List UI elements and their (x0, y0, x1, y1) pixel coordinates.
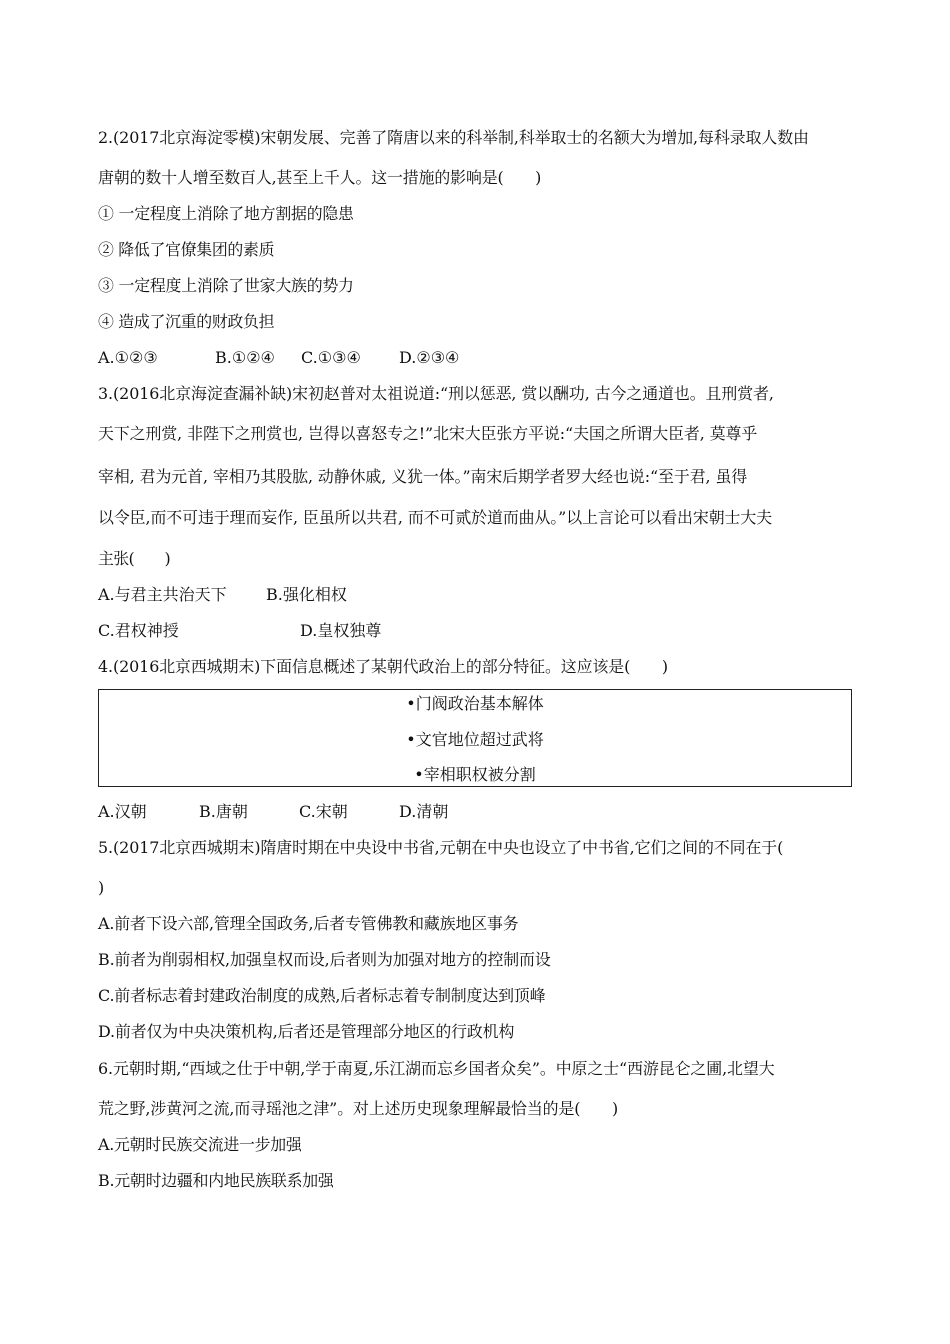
q3-stem-line4: 以令臣,而不可违于理而妄作, 臣虽所以共君, 而不可贰於道而曲从。”以上言论可以看出宋朝士大夫 (98, 508, 773, 527)
q5-option-b[interactable]: B.前者为削弱相权,加强皇权而设,后者则为加强对地方的控制而设 (98, 950, 551, 969)
q4-option-c[interactable]: C.宋朝 (299, 802, 348, 821)
q3-stem-line5: 主张( ) (98, 549, 171, 568)
q3-option-d[interactable]: D.皇权独尊 (300, 621, 382, 640)
q6-stem-line2: 荒之野,涉黄河之流,而寻瑶池之津”。对上述历史现象理解最恰当的是( ) (98, 1099, 619, 1118)
q2-item-4: ④ 造成了沉重的财政负担 (98, 312, 275, 331)
q4-option-a[interactable]: A.汉朝 (98, 802, 147, 821)
q4-box-item-3: •宰相职权被分割 (414, 765, 536, 784)
q2-option-b[interactable]: B.①②④ (215, 348, 275, 367)
q3-stem-line3: 宰相, 君为元首, 宰相乃其股肱, 动静休戚, 义犹一体。”南宋后期学者罗大经也说:“至于君, 虽得 (98, 467, 748, 486)
q3-option-a[interactable]: A.与君主共治天下 (98, 585, 227, 604)
q6-option-a[interactable]: A.元朝时民族交流进一步加强 (98, 1135, 302, 1154)
q4-box-item-2: •文官地位超过武将 (406, 730, 544, 749)
q2-item-1: ① 一定程度上消除了地方割据的隐患 (98, 204, 354, 223)
q2-option-a[interactable]: A.①②③ (98, 348, 158, 367)
q2-option-d[interactable]: D.②③④ (399, 348, 460, 367)
q3-option-c[interactable]: C.君权神授 (98, 621, 179, 640)
q5-stem-line1: 5.(2017北京西城期末)隋唐时期在中央设中书省,元朝在中央也设立了中书省,它们之间的不同在于( (98, 838, 784, 857)
q4-option-d[interactable]: D.清朝 (399, 802, 449, 821)
q4-box-item-1: •门阀政治基本解体 (406, 694, 544, 713)
q4-stem: 4.(2016北京西城期末)下面信息概述了某朝代政治上的部分特征。这应该是( ) (98, 657, 668, 676)
q2-stem-line1: 2.(2017北京海淀零模)宋朝发展、完善了隋唐以来的科举制,科举取士的名额大为增加,每科录取人数由 (98, 128, 809, 147)
q2-item-3: ③ 一定程度上消除了世家大族的势力 (98, 276, 354, 295)
q4-info-box (98, 689, 852, 787)
q6-option-b[interactable]: B.元朝时边疆和内地民族联系加强 (98, 1171, 334, 1190)
q2-stem-line2: 唐朝的数十人增至数百人,甚至上千人。这一措施的影响是( ) (98, 168, 542, 187)
q5-stem-line2: ) (98, 878, 101, 897)
q3-option-b[interactable]: B.强化相权 (266, 585, 347, 604)
q5-option-c[interactable]: C.前者标志着封建政治制度的成熟,后者标志着专制制度达到顶峰 (98, 986, 546, 1005)
q2-option-c[interactable]: C.①③④ (301, 348, 361, 367)
q3-stem-line2: 天下之刑赏, 非陛下之刑赏也, 岂得以喜怒专之!”北宋大臣张方平说:“夫国之所谓大臣者, 莫尊乎 (98, 424, 758, 443)
q4-option-b[interactable]: B.唐朝 (199, 802, 248, 821)
q5-option-d[interactable]: D.前者仅为中央决策机构,后者还是管理部分地区的行政机构 (98, 1022, 515, 1041)
q2-item-2: ② 降低了官僚集团的素质 (98, 240, 275, 259)
q6-stem-line1: 6.元朝时期,“西域之仕于中朝,学于南夏,乐江湖而忘乡国者众矣”。中原之士“西游昆仑之圃,北望大 (98, 1059, 775, 1078)
q5-option-a[interactable]: A.前者下设六部,管理全国政务,后者专管佛教和藏族地区事务 (98, 914, 519, 933)
q3-stem-line1: 3.(2016北京海淀查漏补缺)宋初赵普对太祖说道:“刑以惩恶, 赏以酬功, 古今之通道也。且刑赏者, (98, 384, 774, 403)
